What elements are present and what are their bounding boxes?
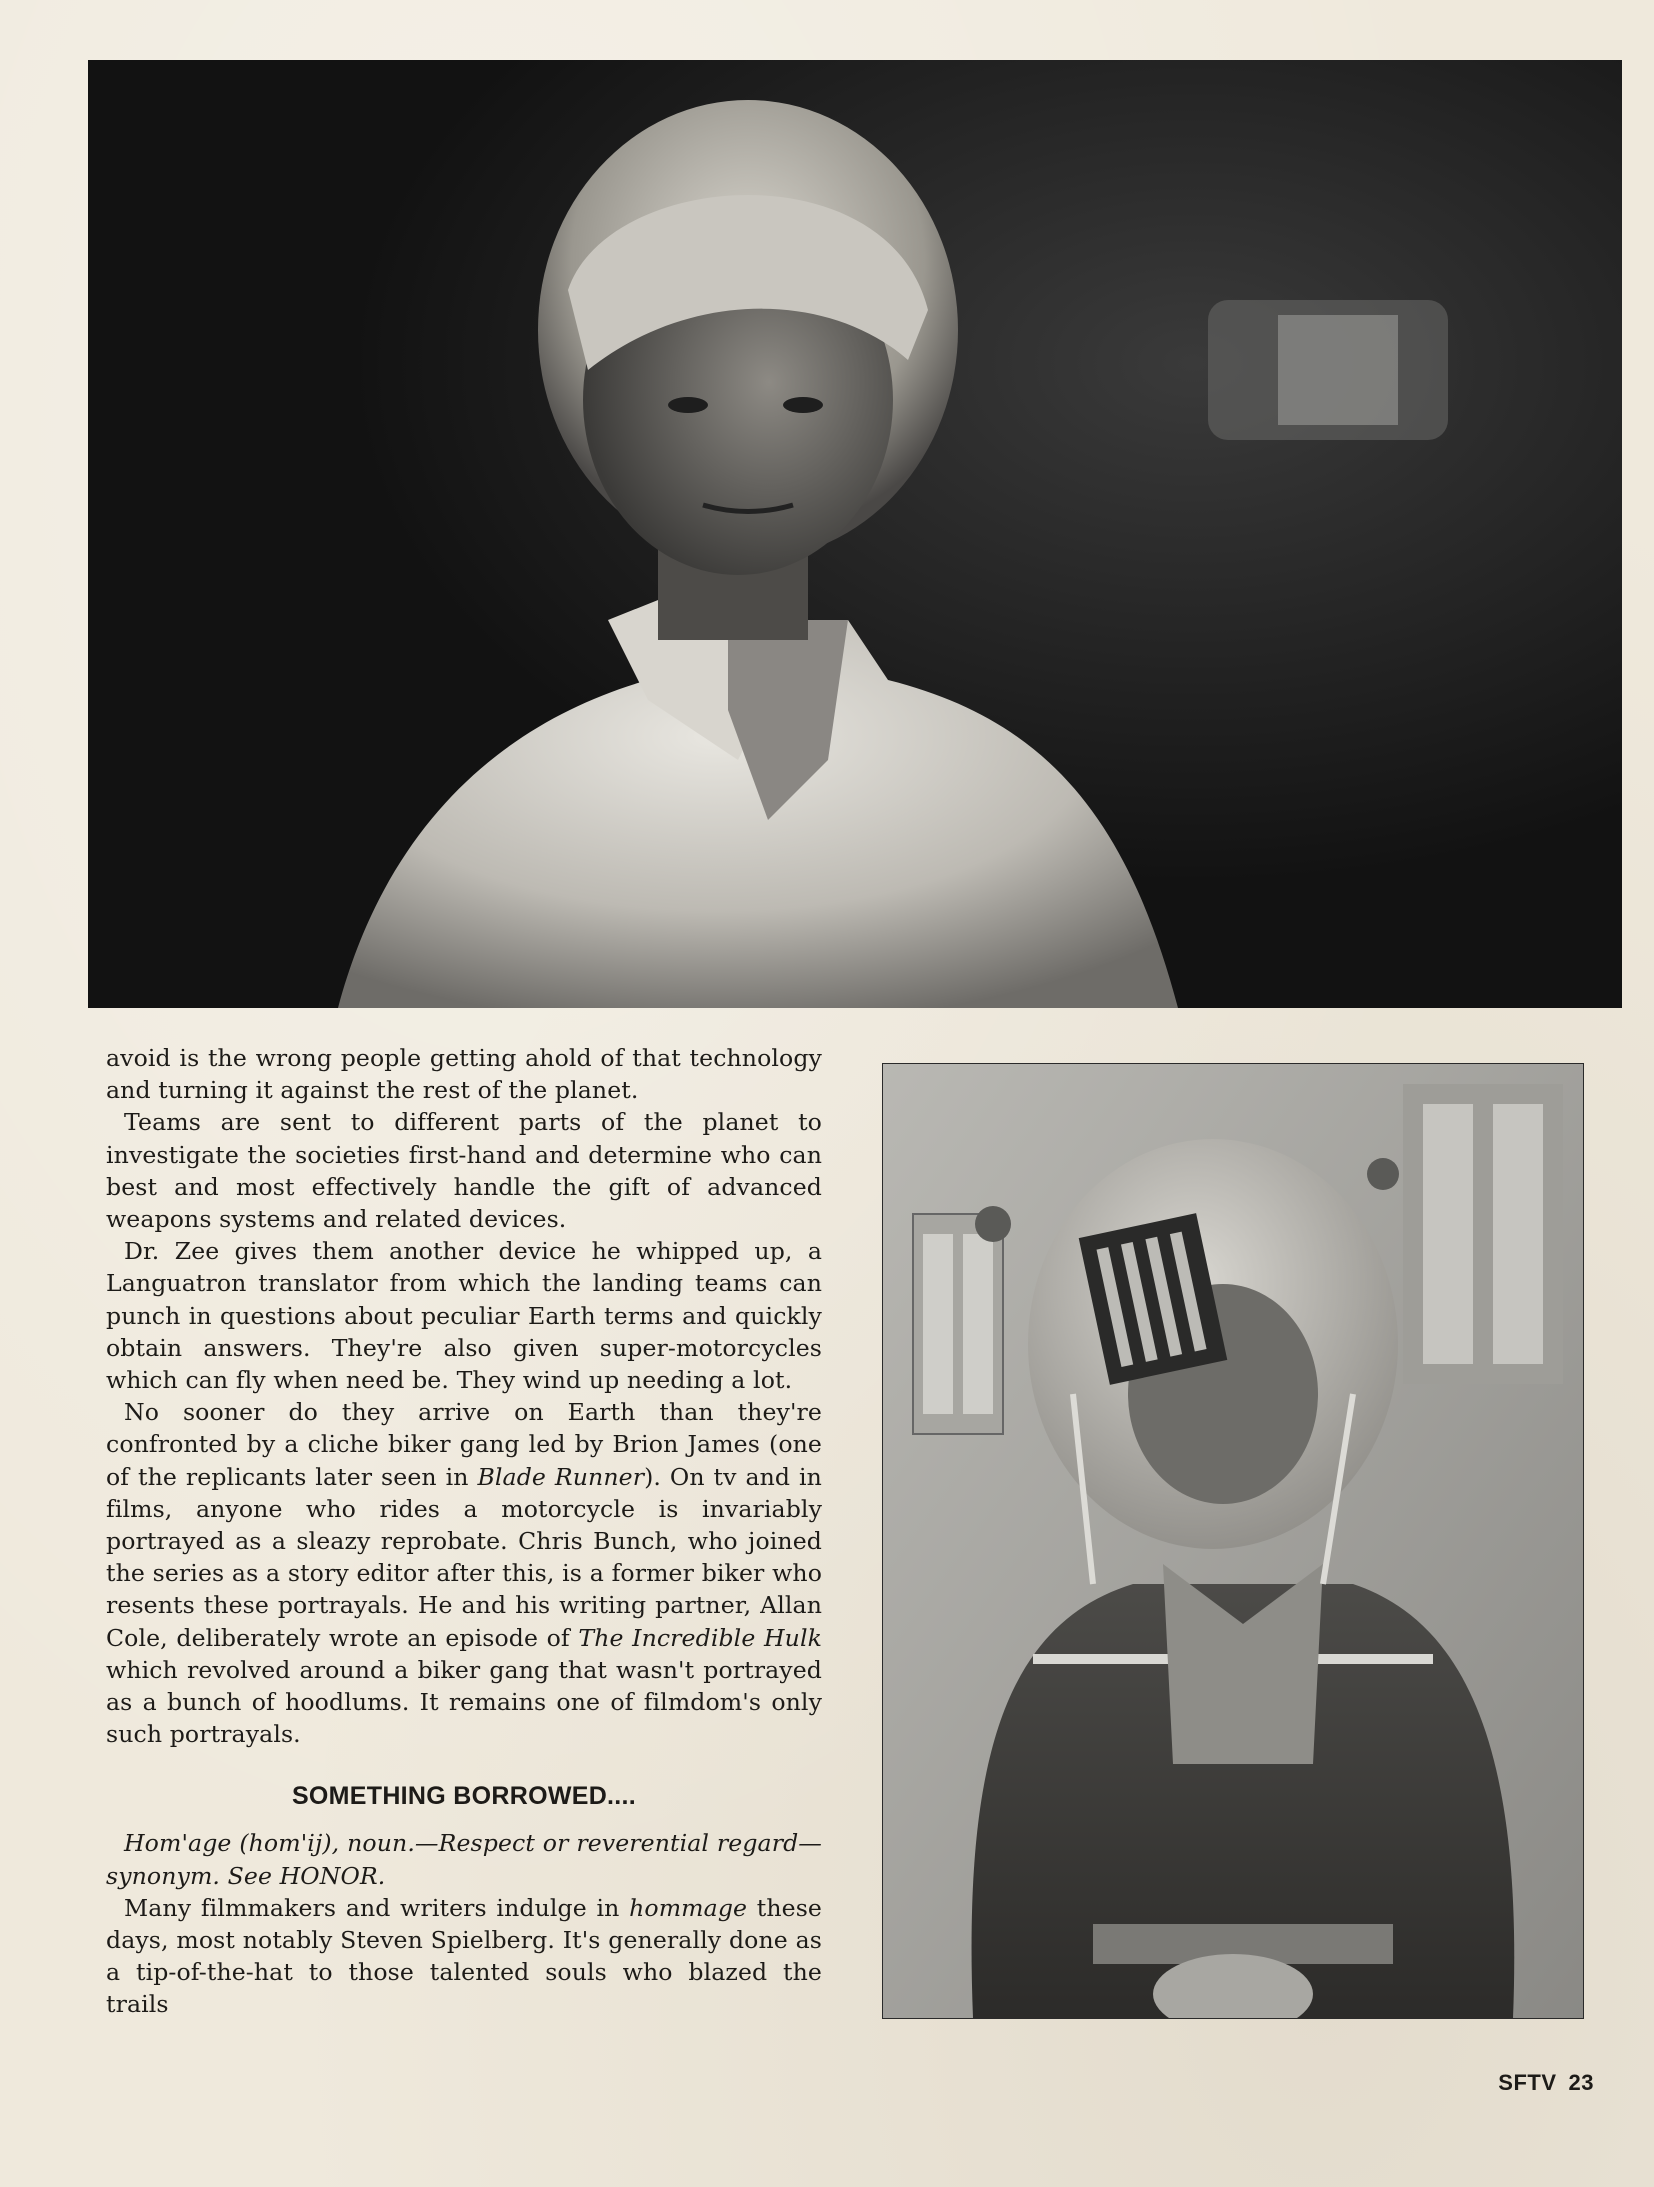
article-paragraph (106, 1892, 822, 2021)
paragraph-text: which revolved around a biker gang that wasn't portrayed as a bunch of hoodlums. It remains one of filmdom's only such portrayals. (106, 1655, 822, 1749)
paragraph-text: No sooner do they arrive on Earth than they're confronted by a cliche biker gang led by Brion James (one of the replicants later seen in (106, 1398, 822, 1491)
article-paragraph: avoid is the wrong people getting ahold of that technology and turning it against the rest of the planet. (106, 1044, 822, 1105)
article-paragraph: Dr. Zee gives them another device he whipped up, a Languatron translator from which the landing teams can punch in questions about peculiar Earth terms and quickly obtain answers. They're also given super-motorcycles which can fly when need be. They wind up needing a lot. (106, 1237, 822, 1395)
page-footer (1498, 2070, 1594, 2096)
page-number: 23 (1568, 2070, 1594, 2095)
paragraph-text: ). On tv and in films, anyone who rides a motorcycle is invariably portrayed as a sleazy reprobate. Chris Bunch, who joined the series as a story editor after this, is a former biker who resents these portrayals. He and his writing partner, Allan Cole, deliberately wrote an episode of (106, 1462, 822, 1652)
article-paragraph: Teams are sent to different parts of the planet to investigate the societies first-hand and determine who can best and most effectively handle the gift of advanced weapons systems and related devices. (106, 1108, 822, 1234)
article-paragraph (106, 1396, 822, 1750)
side-photo (882, 1063, 1584, 2019)
show-title: The Incredible Hulk (578, 1623, 822, 1652)
film-title: Blade Runner (477, 1462, 645, 1491)
helmet-photo-icon (883, 1064, 1583, 2018)
portrait-photo-icon (88, 60, 1622, 1008)
section-heading: SOMETHING BORROWED.... (291, 1782, 637, 1811)
top-photo (88, 60, 1622, 1008)
definition-paragraph: Hom'age (hom'ij), noun.—Respect or reverential regard—synonym. See HONOR. (106, 1829, 822, 1890)
magazine-name: SFTV (1498, 2070, 1557, 2095)
term: hommage (629, 1893, 748, 1922)
article-column (106, 1042, 822, 2022)
paragraph-text: these days, most notably Steven Spielberg. It's generally done as a tip-of-the-hat to those talented souls who blazed the trails (106, 1893, 822, 2019)
paragraph-text: Many filmmakers and writers indulge in (124, 1893, 630, 1922)
